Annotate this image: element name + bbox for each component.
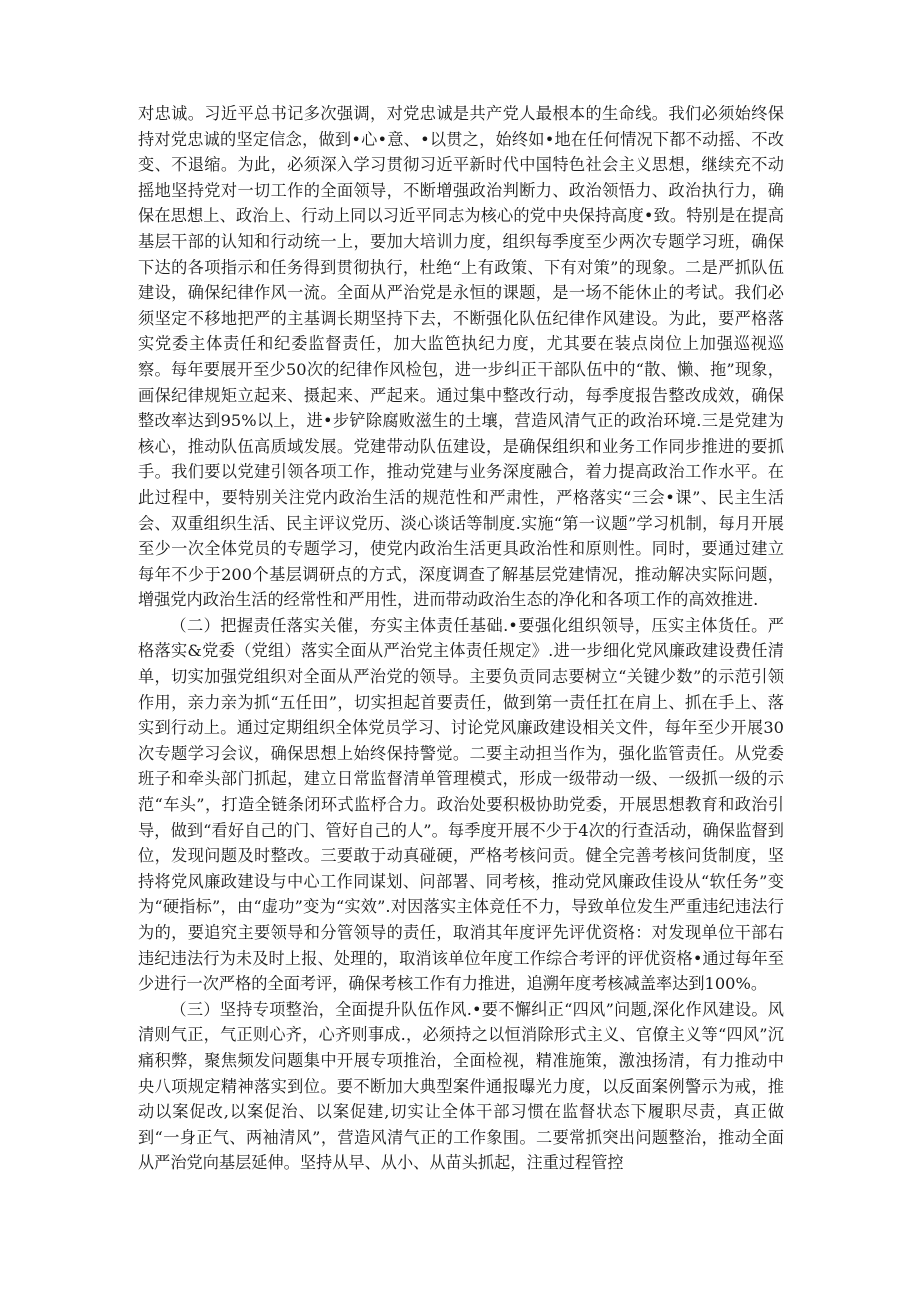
paragraph-2: （二）把握责任落实关催，夯实主体责任基础.•要强化组织领导，压实主体货任。严格落实&党委（党组）落实全面从严治党主体责任规定》.进一步细化党风廉政建设费任清单，切实加强党组织对全面从严治党的领导。主要负贡同志要树立“关键少数”的示范引领作用，亲力亲为抓“五任田”，切实担起首要责任，做到第一责任扛在肩上、抓在手上、落实到行动上。通过定期组织全体党员学习、讨论党风廉政建设相关文件，每年至少开展30次专题学习会议，确保思想上始终保持警觉。二要主动担当作为，强化监管责任。从党委班子和牵头部门抓起，建立日常监督清单管理模式，形成一级带动一级、一级抓一级的示范“车头”，打造全链条闭环式监杼合力。政治处要积极协助党委，开展思想教育和政治引导，做到“看好自己的门、管好自己的人”。每季度开展不少于4次的行查活动，确保监督到位，发现问题及时整改。三要敢于动真碰硬，严格考核问贡。健全完善考核问货制度，坚持将党风廉政建设与中心工作同谋划、问部署、同考核，推动党风廉政佳设从“软任务”变为“硬指标”，由“虚功”变为“实效”.对因落实主体竞任不力，导致单位发生严重违纪违法行为的，要追究主要领导和分管领导的责任，取消其年度评先评优资格：对发现单位干部右违纪违法行为未及时上报、处理的，取消该单位年度工作综合考评的评优资格•通过每年至少进行一次严格的全面考评，确保考核工作有力推进，追溯年度考核减盖率达到100%。 <box>138 615 784 994</box>
paragraph-1: 对忠诚。习近平总书记多次强调，对党忠诚是共产党人最根本的生命线。我们必须始终保持对党忠诚的坚定信念，做到•心•意、•以贯之，始终如•地在任何情况下都不动摇、不改变、不退缩。为此，必须深入学习贯彻习近平新时代中国特色社会主义思想，继续充不动摇地坚持党对一切工作的全面领导，不断增强政治判断力、政治领悟力、政治执行力，确保在思想上、政治上、行动上同以习近平同志为核心的党中央保持高度•致。特别是在提高基层干部的认知和行动统一上，要加大培训力度，组织每季度至少两次专题学习班，确保下达的各项指示和任务得到贯彻执行，杜绝“上有政策、下有对策”的现象。二是严抓队伍建设，确保纪律作风一流。全面从严治党是永恒的课题，是一场不能休止的考试。我们必须坚定不移地把严的主基调长期坚持下去，不断强化队伍纪律作风建设。为此，要严格落实党委主体责任和纪委监督责任，加大监笆执纪力度，尤其要在装点岗位上加强巡视巡察。每年要展开至少50次的纪律作风检包，进一步纠正干部队伍中的“散、懒、拖”现象，画保纪律规矩立起来、摄起来、严起来。通过集中整改行动，每季度报告整改成效，确保整改率达到95%以上，进•步铲除腐败滋生的土壤，营造风清气正的政治环境.三是党建为核心，推动队伍高质域发展。党建带动队伍建设，是确保组织和业务工作同步推进的要抓手。我们要以党建引领各项工作，推动党建与业务深度融合，着力提高政治工作水平。在此过程中，要特别关注党内政治生活的规范性和严肃性，严格落实“三会•课”、民主生活会、双重组织生活、民主评议党历、淡心谈话等制度.实施“第一议题”学习机制，每月开展至少一次全体党员的专题学习，使党内政治生活更具政治性和原则性。同时，要通过建立每年不少于200个基层调研点的方式，深度调查了解基层党建情况，推动解决实际问题，增强党内政治生活的经常性和严用性，进而带动政治生态的净化和各项工作的高效推进. <box>138 104 784 610</box>
paragraph-3: （三）坚持专项整治，全面提升队伍作风.•要不懈纠正“四风”问题,深化作风建设。风清则气正，气正则心齐，心齐则事成.，必须持之以恒消除形式主义、官僚主义等“四风”沉痛积弊，聚焦频发问题集中开展专项推治，全面检视，精准施策，激浊扬清，有力推动中央八项规定精神落实到位。要不断加大典型案件通报曝光力度，以反面案例警示为戒，推动以案促改,以案促治、以案促建,切实让全体干部习惯在监督状态下履职尽责，真正做到“一身正气、两袖清风”，营造风清气正的工作象围。二要常抓突出问题整治，推动全面从严治党向基层延伸。坚持从早、从小、从苗头抓起，注重过程管控 <box>138 999 784 1173</box>
document-body <box>138 101 784 1176</box>
